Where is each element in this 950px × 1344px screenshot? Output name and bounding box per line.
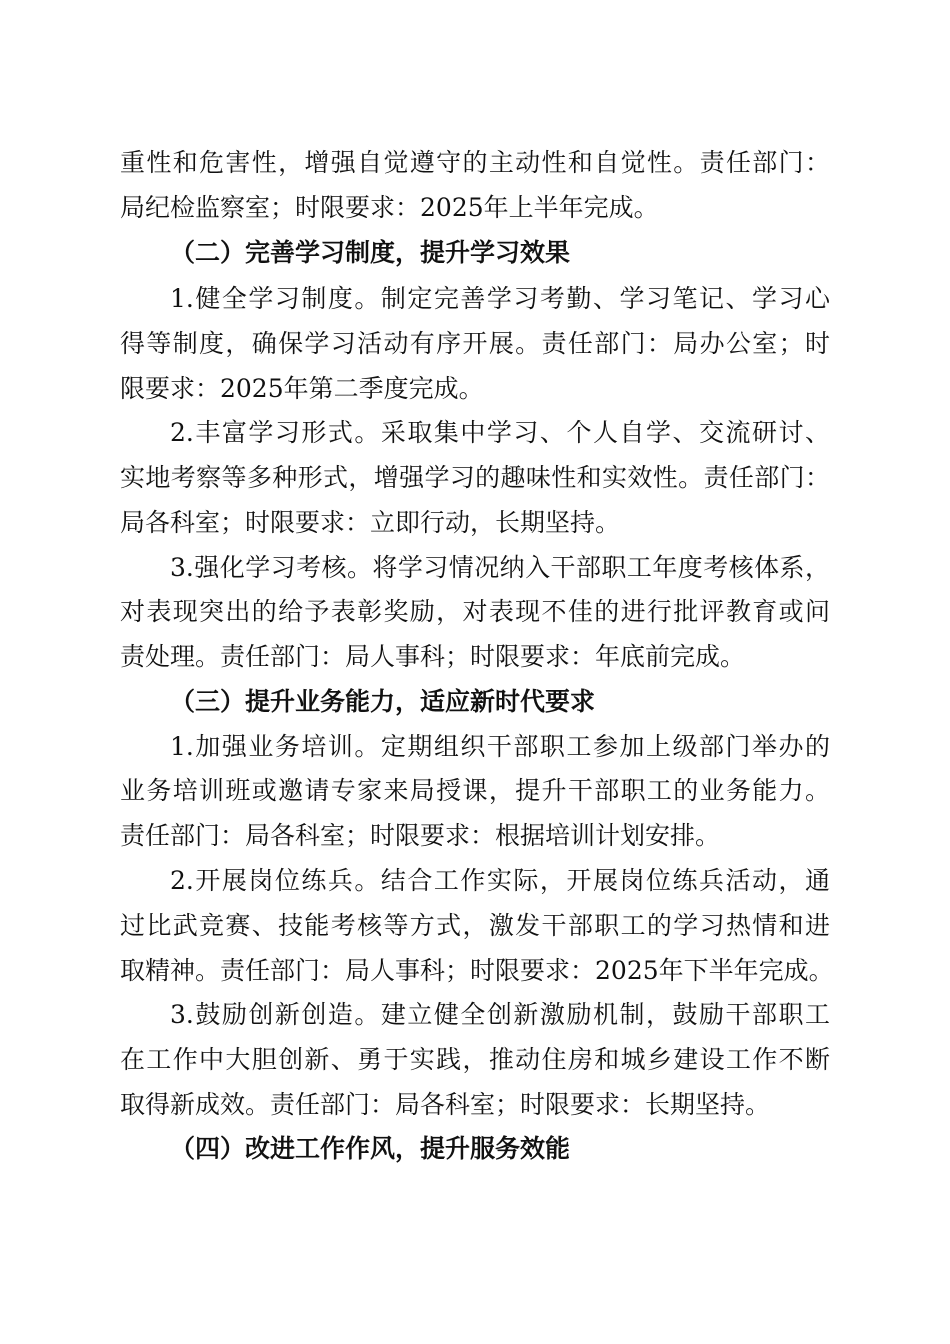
body-text-line: 业务培训班或邀请专家来局授课，提升干部职工的业务能力。 — [120, 776, 830, 805]
body-text-line: 2.丰富学习形式。采取集中学习、个人自学、交流研讨、 — [170, 418, 830, 447]
body-text-line: 3.鼓励创新创造。建立健全创新激励机制，鼓励干部职工 — [170, 1000, 830, 1029]
body-text-line: 在工作中大胆创新、勇于实践，推动住房和城乡建设工作不断 — [120, 1045, 830, 1074]
body-text-line: 过比武竞赛、技能考核等方式，激发干部职工的学习热情和进 — [120, 911, 830, 940]
body-text-line: 1.加强业务培训。定期组织干部职工参加上级部门举办的 — [170, 732, 830, 761]
body-text-line: 得等制度，确保学习活动有序开展。责任部门：局办公室；时 — [120, 329, 830, 358]
body-text-line: 责处理。责任部门：局人事科；时限要求：年底前完成。 — [120, 642, 746, 671]
body-text-line: 1.健全学习制度。制定完善学习考勤、学习笔记、学习心 — [170, 284, 830, 313]
section-heading: （四）改进工作作风，提升服务效能 — [170, 1134, 571, 1163]
body-text-line: 局各科室；时限要求：立即行动，长期坚持。 — [120, 508, 621, 537]
section-heading: （二）完善学习制度，提升学习效果 — [170, 238, 571, 267]
body-text-line: 取精神。责任部门：局人事科；时限要求：2025年下半年完成。 — [120, 956, 834, 985]
body-text-line: 重性和危害性，增强自觉遵守的主动性和自觉性。责任部门： — [120, 148, 830, 177]
body-text-line: 3.强化学习考核。将学习情况纳入干部职工年度考核体系， — [170, 553, 830, 582]
body-text-line: 2.开展岗位练兵。结合工作实际，开展岗位练兵活动，通 — [170, 866, 830, 895]
body-text-line: 实地考察等多种形式，增强学习的趣味性和实效性。责任部门： — [120, 463, 830, 492]
body-text-line: 取得新成效。责任部门：局各科室；时限要求：长期坚持。 — [120, 1090, 771, 1119]
section-heading: （三）提升业务能力，适应新时代要求 — [170, 687, 596, 716]
body-text-line: 限要求：2025年第二季度完成。 — [120, 374, 484, 403]
body-text-line: 责任部门：局各科室；时限要求：根据培训计划安排。 — [120, 821, 721, 850]
body-text-line: 局纪检监察室；时限要求：2025年上半年完成。 — [120, 193, 659, 222]
body-text-line: 对表现突出的给予表彰奖励，对表现不佳的进行批评教育或问 — [120, 597, 830, 626]
